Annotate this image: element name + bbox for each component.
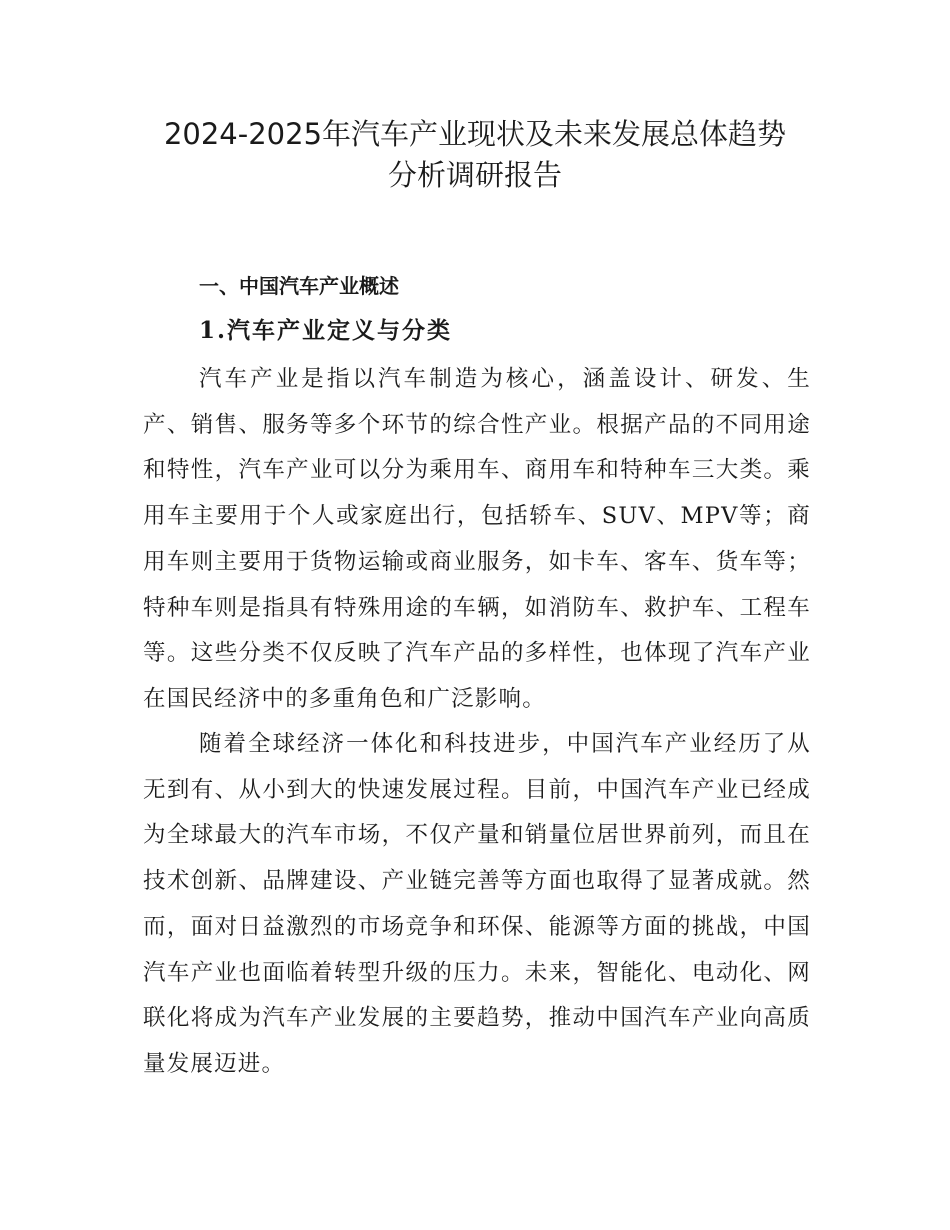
section-heading: 一、中国汽车产业概述 — [199, 274, 399, 298]
body-paragraph-1: 汽车产业是指以汽车制造为核心，涵盖设计、研发、生产、销售、服务等多个环节的综合性产业。根据产品的不同用途和特性，汽车产业可以分为乘用车、商用车和特种车三大类。乘用车主要用于个人或家庭出行，包括轿车、SUV、MPV等；商用车则主要用于货物运输或商业服务，如卡车、客车、货车等；特种车则是指具有特殊用途的车辆，如消防车、救护车、工程车等。这些分类不仅反映了汽车产品的多样性，也体现了汽车产业在国民经济中的多重角色和广泛影响。 — [143, 366, 811, 712]
body-paragraph-2: 随着全球经济一体化和科技进步，中国汽车产业经历了从无到有、从小到大的快速发展过程。目前，中国汽车产业已经成为全球最大的汽车市场，不仅产量和销量位居世界前列，而且在技术创新、品牌建设、产业链完善等方面也取得了显著成就。然而，面对日益激烈的市场竞争和环保、能源等方面的挑战，中国汽车产业也面临着转型升级的压力。未来，智能化、电动化、网联化将成为汽车产业发展的主要趋势，推动中国汽车产业向高质量发展迈进。 — [143, 731, 811, 1077]
subsection-heading: 1.汽车产业定义与分类 — [199, 317, 453, 344]
report-title-line-2: 分析调研报告 — [387, 158, 562, 192]
report-title-line-1: 2024-2025年汽车产业现状及未来发展总体趋势 — [163, 117, 787, 151]
